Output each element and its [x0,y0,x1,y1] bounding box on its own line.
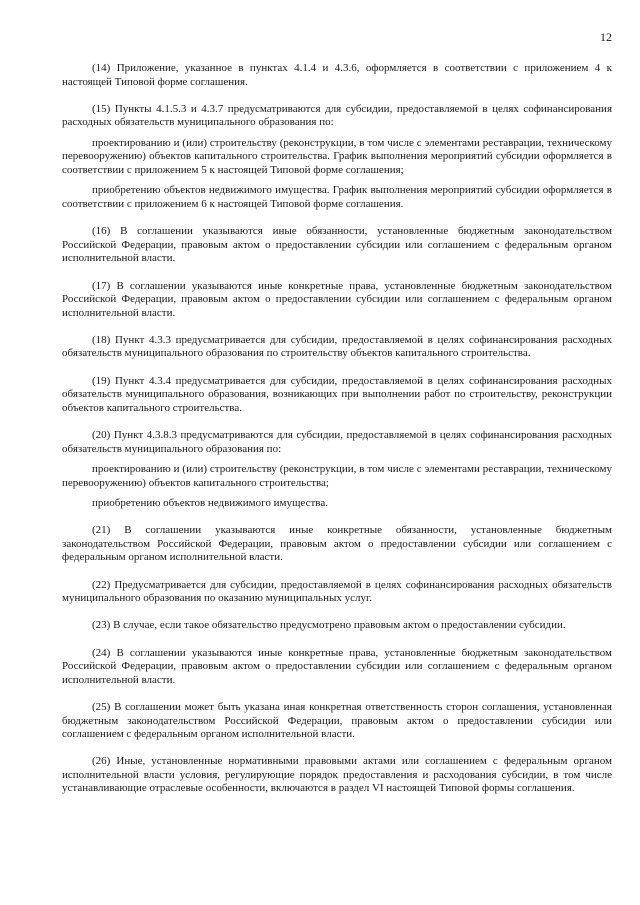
paragraph-note-21: (21) В соглашении указываются иные конкретные обязанности, установленные бюджетным законодательством Российской Федерации, правовым актом о предоставлении субсидии или соглашением с федеральным органом исполнительной власти. [62,524,612,564]
paragraph-note-23: (23) В случае, если такое обязательство предусмотрено правовым актом о предоставлении субсидии. [92,619,566,632]
paragraph-note-15-item-2: приобретению объектов недвижимого имущества. График выполнения мероприятий субсидии оформляется в соответствии с приложением 6 к настоящей Типовой форме соглашения. [62,184,612,210]
page-number: 12 [600,30,612,44]
paragraph-note-26: (26) Иные, установленные нормативными правовыми актами или соглашением с федеральным органом исполнительной власти условия, регулирующие порядок предоставления и расходования субсидии, в том числе устанавливающие отраслевые особенности, включаются в раздел VI настоящей Типовой формы соглашения. [62,755,612,795]
paragraph-note-15: (15) Пункты 4.1.5.3 и 4.3.7 предусматриваются для субсидии, предоставляемой в целях софинансирования расходных обязательств муниципального образования по: [62,102,612,129]
paragraph-note-19: (19) Пункт 4.3.4 предусматривается для субсидии, предоставляемой в целях софинансирования расходных обязательств муниципального образования, возникающих при выполнении работ по строительству, реконструкции объектов капитального строительства. [62,374,612,414]
paragraph-note-20-item-1: проектированию и (или) строительству (реконструкции, в том числе с элементами реставрации, техническому перевооружению) объектов капитального строительства; [62,463,612,489]
paragraph-note-20-item-2: приобретению объектов недвижимого имущества. [92,497,328,509]
paragraph-note-20: (20) Пункт 4.3.8.3 предусматриваются для субсидии, предоставляемой в целях софинансирования расходных обязательств муниципального образования по: [62,429,612,455]
paragraph-note-22: (22) Предусматривается для субсидии, предоставляемой в целях софинансирования расходных обязательств муниципального образования по оказанию муниципальных услуг. [62,578,612,605]
paragraph-note-25: (25) В соглашении может быть указана иная конкретная ответственность сторон соглашения, установленная бюджетным законодательством Российской Федерации, правовым актом о предоставлении субсидии или соглашением с федеральным органом исполнительной власти. [62,700,612,741]
paragraph-note-14: (14) Приложение, указанное в пунктах 4.1.4 и 4.3.6, оформляется в соответствии с приложением 4 к настоящей Типовой форме соглашения. [62,62,612,88]
document-body [62,62,612,796]
paragraph-note-15-item-1: проектированию и (или) строительству (реконструкции, в том числе с элементами реставрации, техническому перевооружению) объектов капитального строительства. График выполнения мероприятий субсидии оформляется в соответствии с приложением 5 к настоящей Типовой форме соглашения; [62,136,612,176]
paragraph-note-16: (16) В соглашении указываются иные обязанности, установленные бюджетным законодательством Российской Федерации, правовым актом о предоставлении субсидии или соглашением с федеральным органом исполнительной власти. [62,225,612,265]
paragraph-note-17: (17) В соглашении указываются иные конкретные права, установленные бюджетным законодательством Российской Федерации, правовым актом о предоставлении субсидии или соглашением с федеральным органом исполнительной власти. [62,279,612,319]
paragraph-note-18: (18) Пункт 4.3.3 предусматривается для субсидии, предоставляемой в целях софинансирования расходных обязательств муниципального образования по строительству объектов капитального строительства. [62,333,612,360]
paragraph-note-24: (24) В соглашении указываются иные конкретные права, установленные бюджетным законодательством Российской Федерации, правовым актом о предоставлении субсидии или соглашением с федеральным органом исполнительной власти. [62,646,612,686]
